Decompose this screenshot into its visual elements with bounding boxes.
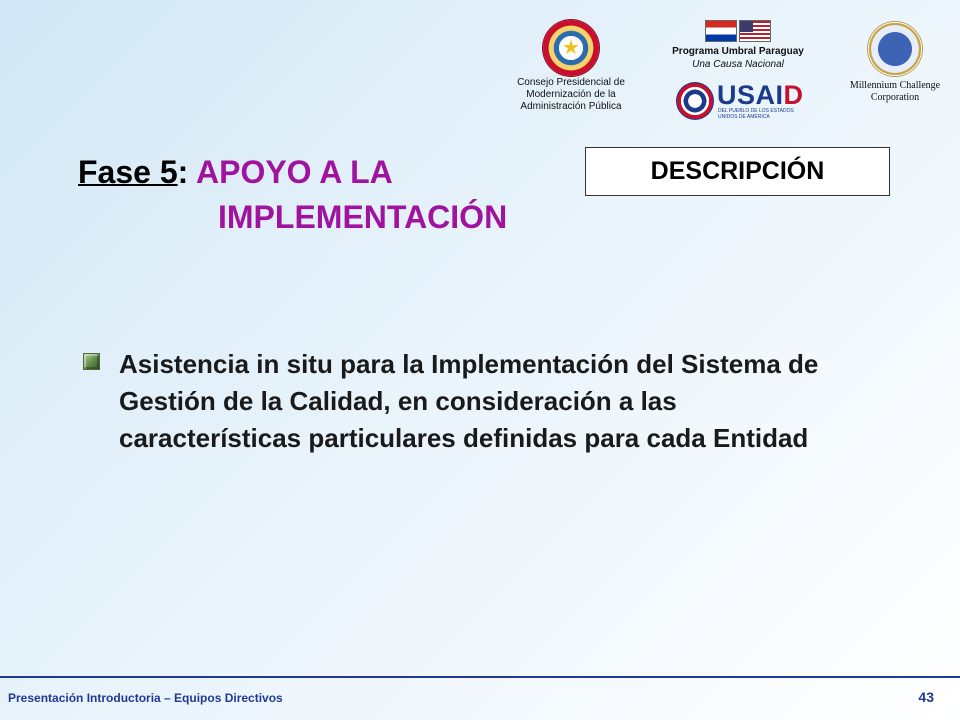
bullet-square-icon bbox=[83, 353, 100, 370]
consejo-caption-line: Administración Pública bbox=[520, 101, 622, 112]
usa-flag-icon bbox=[740, 21, 770, 41]
consejo-caption bbox=[500, 77, 642, 113]
section-label-box: DESCRIPCIÓN bbox=[585, 147, 890, 196]
consejo-caption-line: Modernización de la bbox=[526, 89, 616, 100]
bullet-text: Asistencia in situ para la Implementación del Sistema de Gestión de la Calidad, en consideración a las características particulares definidas para cada Entidad bbox=[119, 349, 819, 453]
mcc-caption-line: Corporation bbox=[870, 92, 920, 103]
footer-text: Presentación Introductoria – Equipos Directivos bbox=[8, 691, 283, 705]
title-heading-line2: IMPLEMENTACIÓN bbox=[218, 199, 508, 235]
consejo-seal-icon bbox=[543, 20, 599, 76]
consejo-caption-line: Consejo Presidencial de bbox=[517, 77, 625, 88]
program-title: Programa Umbral Paraguay bbox=[672, 46, 804, 57]
title-heading-line1: APOYO A LA bbox=[195, 154, 393, 190]
usaid-logo: USAID bbox=[717, 80, 804, 110]
star-icon: ★ bbox=[562, 35, 580, 59]
flags-group bbox=[706, 21, 770, 41]
usaid-seal-icon bbox=[676, 82, 714, 120]
phase-label: Fase 5 bbox=[78, 154, 178, 190]
mcc-caption-line: Millennium Challenge bbox=[849, 80, 941, 91]
title-separator: : bbox=[177, 154, 189, 190]
usaid-logo-accent-letter: D bbox=[783, 80, 804, 110]
mcc-seal-icon bbox=[868, 22, 922, 76]
mcc-caption bbox=[840, 80, 950, 104]
paraguay-flag-icon bbox=[706, 21, 736, 41]
program-subtitle: Una Causa Nacional bbox=[692, 59, 784, 70]
slide-title-line1 bbox=[78, 153, 393, 191]
usaid-logo-subtext: DEL PUEBLO DE LOS ESTADOS UNIDOS DE AMÉRICA bbox=[718, 108, 794, 120]
page-number: 43 bbox=[918, 689, 934, 705]
footer-divider bbox=[0, 676, 960, 678]
